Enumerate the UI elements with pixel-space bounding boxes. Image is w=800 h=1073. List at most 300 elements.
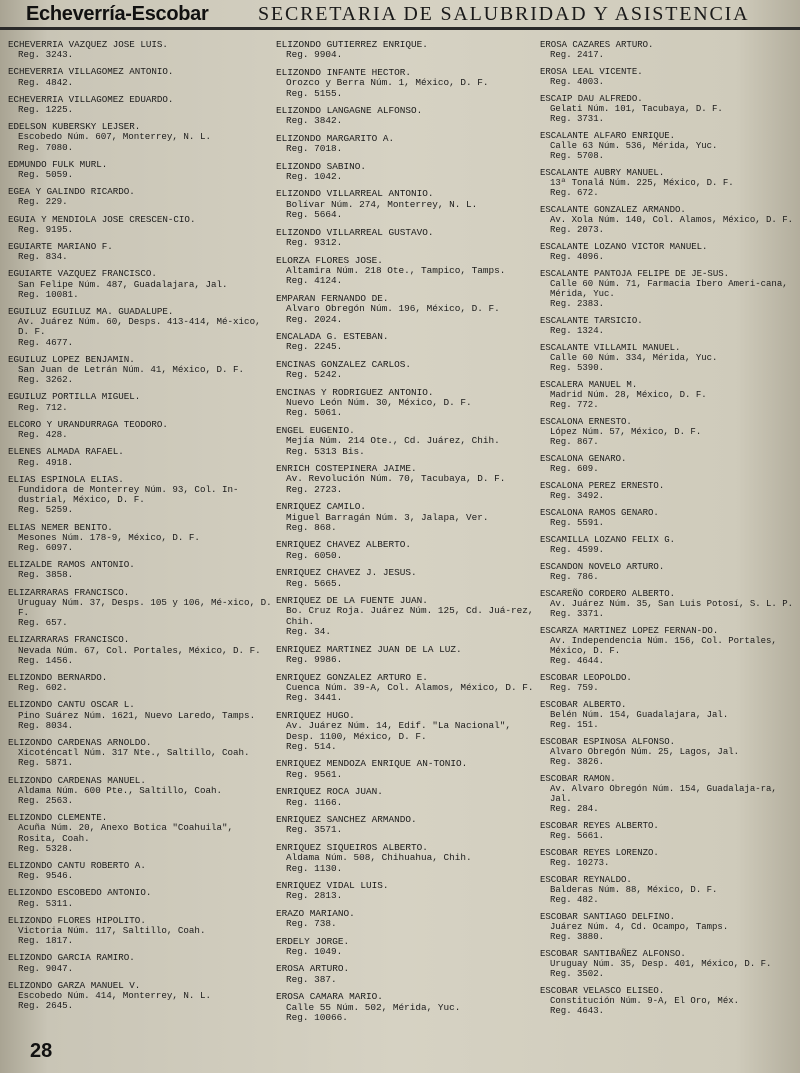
entry-name: ESCOBAR ESPINOSA ALFONSO. <box>540 737 676 747</box>
directory-entry <box>276 332 538 353</box>
directory-entry <box>276 759 538 780</box>
entry-registration: Reg. 3492. <box>550 491 605 501</box>
entry-address: Constitución Núm. 9-A, El Oro, Méx. <box>550 996 740 1006</box>
entry-registration: Reg. 2024. <box>286 313 343 325</box>
entry-name: ESCOBAR VELASCO ELISEO. <box>540 986 665 996</box>
entry-name: ENRIQUEZ SANCHEZ ARMANDO. <box>276 813 417 825</box>
entry-address: Aldama Núm. 508, Chihuahua, Chih. <box>286 852 472 864</box>
directory-entry <box>276 426 538 457</box>
entry-name: ESCOBAR SANTIAGO DELFINO. <box>540 912 676 922</box>
entry-registration: Reg. 514. <box>286 740 337 752</box>
entry-address: Orozco y Berra Núm. 1, México, D. F. <box>286 77 489 89</box>
entry-registration: Reg. 5311. <box>18 897 74 909</box>
entry-address: Calle 55 Núm. 502, Mérida, Yuc. <box>286 1001 461 1013</box>
directory-entry <box>8 861 272 881</box>
entry-name: ESCOBAR REYES ALBERTO. <box>540 821 659 831</box>
entry-address: San Juan de Letrán Núm. 41, México, D. F. <box>18 364 245 376</box>
entry-address: Av. Xola Núm. 140, Col. Alamos, México, D. F. <box>550 215 794 225</box>
entry-name: ESCOBAR ALBERTO. <box>540 700 627 710</box>
entry-registration: Reg. 4599. <box>550 545 605 555</box>
directory-entry <box>540 316 798 336</box>
directory-entry <box>276 540 538 561</box>
directory-entry <box>8 160 272 180</box>
entry-name: ESCALANTE LOZANO VICTOR MANUEL. <box>540 242 708 252</box>
entry-name: ELIAS NEMER BENITO. <box>8 521 113 533</box>
entry-address: Gelati Núm. 101, Tacubaya, D. F. <box>550 104 723 114</box>
directory-entry <box>276 787 538 808</box>
entry-address: Belén Núm. 154, Guadalajara, Jal. <box>550 710 729 720</box>
entry-registration: Reg. 5328. <box>18 842 74 854</box>
entry-registration: Reg. 5242. <box>286 369 343 381</box>
entry-address: Balderas Núm. 88, México, D. F. <box>550 885 718 895</box>
entry-name: ELIZONDO CANTU ROBERTO A. <box>8 860 146 871</box>
entry-name: EGUIARTE VAZQUEZ FRANCISCO. <box>8 268 157 280</box>
entry-registration: Reg. 5591. <box>550 518 605 528</box>
directory-entry <box>276 596 538 638</box>
directory-entry <box>540 67 798 87</box>
entry-registration: Reg. 786. <box>550 572 599 582</box>
entry-name: ELIZONDO BERNARDO. <box>8 671 108 683</box>
entry-name: ESCALANTE TARSICIO. <box>540 316 643 326</box>
entry-registration: Reg. 5665. <box>286 577 343 589</box>
entry-name: EROSA LEAL VICENTE. <box>540 67 643 77</box>
entry-address: Av. Independencia Núm. 156, Col. Portales, México, D. F. <box>550 636 777 656</box>
entry-address: Av. Juárez Núm. 35, San Luis Potosí, S. L. P. <box>550 599 794 609</box>
directory-entry <box>8 475 272 516</box>
page-number: 28 <box>30 1040 53 1062</box>
entry-registration: Reg. 5259. <box>18 504 74 516</box>
entry-address: Av. Revolución Núm. 70, Tacubaya, D. F. <box>286 473 506 485</box>
entry-name: EGUIA Y MENDIOLA JOSE CRESCEN-CIO. <box>8 213 196 225</box>
directory-entry <box>276 162 538 183</box>
entry-name: ERDELY JORGE. <box>276 935 350 947</box>
entry-address: San Felipe Núm. 487, Guadalajara, Jal. <box>18 278 228 290</box>
directory-entry <box>540 673 798 693</box>
entry-name: ENCALADA G. ESTEBAN. <box>276 330 389 342</box>
entry-name: ESCAMILLA LOZANO FELIX G. <box>540 535 676 545</box>
directory-entry <box>276 711 538 753</box>
entry-name: ESCAREÑO CORDERO ALBERTO. <box>540 589 676 599</box>
entry-registration: Reg. 4677. <box>18 336 74 348</box>
entry-name: EGUIARTE MARIANO F. <box>8 241 113 253</box>
entry-registration: Reg. 482. <box>550 895 599 905</box>
directory-entry <box>8 95 272 115</box>
directory-entry <box>540 242 798 262</box>
entry-registration: Reg. 759. <box>550 683 599 693</box>
entry-registration: Reg. 657. <box>18 617 68 629</box>
entry-registration: Reg. 8034. <box>18 719 74 731</box>
header-rule <box>0 27 800 30</box>
entry-address: Calle 63 Núm. 536, Mérida, Yuc. <box>550 141 718 151</box>
entry-address: Escobedo Núm. 414, Monterrey, N. L. <box>18 990 211 1002</box>
entry-registration: Reg. 6097. <box>18 541 74 553</box>
entry-registration: Reg. 3858. <box>18 569 74 581</box>
directory-entry <box>276 645 538 666</box>
entry-name: ESCALANTE ALFARO ENRIQUE. <box>540 131 676 141</box>
entry-registration: Reg. 3371. <box>550 609 605 619</box>
entry-address: Aldama Núm. 600 Pte., Saltillo, Coah. <box>18 784 222 796</box>
entry-registration: Reg. 9195. <box>18 223 74 235</box>
entry-registration: Reg. 2645. <box>18 1000 74 1012</box>
directory-entry <box>276 568 538 589</box>
entry-address: Madrid Núm. 28, México, D. F. <box>550 390 707 400</box>
directory-entry <box>276 964 538 985</box>
entry-registration: Reg. 834. <box>18 251 68 263</box>
entry-address: Av. Juárez Núm. 60, Desps. 413-414, Mé-xico, D. F. <box>18 316 261 338</box>
entry-name: ELIZONDO VILLARREAL GUSTAVO. <box>276 226 434 238</box>
entry-name: ESCALANTE VILLAMIL MANUEL. <box>540 343 681 353</box>
entry-name: ENRIQUEZ SIQUEIROS ALBERTO. <box>276 841 428 853</box>
directory-entry <box>540 535 798 555</box>
entry-name: ESCOBAR LEOPOLDO. <box>540 673 632 683</box>
column-left <box>8 40 272 1033</box>
entry-registration: Reg. 2723. <box>286 483 343 495</box>
entry-address: Miguel Barragán Núm. 3, Jalapa, Ver. <box>286 511 489 523</box>
entry-name: ESCALONA GENARO. <box>540 454 627 464</box>
entry-name: ELIZONDO GUTIERREZ ENRIQUE. <box>276 40 428 50</box>
directory-entry <box>276 134 538 155</box>
entry-registration: Reg. 4643. <box>550 1006 605 1016</box>
entry-registration: Reg. 151. <box>550 720 599 730</box>
directory-entry <box>8 67 272 87</box>
directory-entry <box>540 700 798 730</box>
entry-name: EGUILUZ PORTILLA MIGUEL. <box>8 391 141 403</box>
directory-entry <box>540 848 798 868</box>
entry-name: ELORZA FLORES JOSE. <box>276 254 383 266</box>
entry-name: ELIZONDO LANGAGNE ALFONSO. <box>276 105 423 117</box>
entry-registration: Reg. 5871. <box>18 757 74 769</box>
entry-registration: Reg. 1130. <box>286 862 343 874</box>
directory-entry <box>540 94 798 124</box>
entry-registration: Reg. 2073. <box>550 225 605 235</box>
entry-registration: Reg. 1817. <box>18 935 74 947</box>
entry-registration: Reg. 6050. <box>286 549 343 561</box>
running-head-range: Echeverría-Escobar <box>26 3 209 25</box>
directory-entry <box>276 189 538 220</box>
entry-address: Bo. Cruz Roja. Juárez Núm. 125, Cd. Juá-rez, Chih. <box>286 605 534 627</box>
entry-registration: Reg. 9047. <box>18 962 74 974</box>
entry-registration: Reg. 1225. <box>18 104 74 116</box>
directory-entry <box>8 447 272 467</box>
entry-registration: Reg. 284. <box>550 804 599 814</box>
entry-name: ELIZARRARAS FRANCISCO. <box>8 586 130 598</box>
directory-entry <box>276 815 538 836</box>
entry-registration: Reg. 2417. <box>550 50 605 60</box>
entry-name: ECHEVERRIA VILLAGOMEZ EDUARDO. <box>8 93 174 105</box>
entry-registration: Reg. 5059. <box>18 169 74 181</box>
entry-registration: Reg. 2383. <box>550 299 605 309</box>
entry-name: EROSA CAZARES ARTURO. <box>540 40 654 50</box>
entry-registration: Reg. 3262. <box>18 374 74 386</box>
entry-name: ELIZONDO VILLARREAL ANTONIO. <box>276 188 434 200</box>
entry-name: ELIZONDO GARZA MANUEL V. <box>8 979 141 991</box>
entry-name: ELIZONDO ESCOBEDO ANTONIO. <box>8 887 152 899</box>
entry-registration: Reg. 10066. <box>286 1012 348 1024</box>
entry-name: ELIZONDO SABINO. <box>276 160 367 172</box>
entry-address: Av. Alvaro Obregón Núm. 154, Guadalaja-ra, Jal. <box>550 784 777 804</box>
entry-name: ELENES ALMADA RAFAEL. <box>8 446 124 458</box>
directory-entry <box>8 269 272 300</box>
entry-registration: Reg. 772. <box>550 400 599 410</box>
directory-entry <box>540 737 798 767</box>
directory-entry <box>276 294 538 325</box>
directory-entry <box>8 40 272 60</box>
entry-name: ELIZALDE RAMOS ANTONIO. <box>8 559 135 571</box>
entry-registration: Reg. 428. <box>18 429 68 441</box>
entry-name: ELIZONDO CLEMENTE. <box>8 812 108 824</box>
entry-registration: Reg. 3880. <box>550 932 605 942</box>
entry-name: ESCAIP DAU ALFREDO. <box>540 94 643 104</box>
directory-entry <box>540 454 798 474</box>
entry-address: Pino Suárez Núm. 1621, Nuevo Laredo, Tamps. <box>18 709 256 721</box>
directory-entry <box>276 388 538 419</box>
entry-address: Mejía Núm. 214 Ote., Cd. Juárez, Chih. <box>286 435 500 447</box>
directory-entry <box>276 106 538 127</box>
directory-entry <box>540 168 798 198</box>
directory-entry <box>8 813 272 854</box>
directory-entry <box>540 589 798 619</box>
entry-registration: Reg. 229. <box>18 196 68 208</box>
entry-registration: Reg. 3571. <box>286 824 343 836</box>
entry-name: EDELSON KUBERSKY LEJSER. <box>8 121 141 133</box>
directory-entry <box>276 228 538 249</box>
entry-name: ENRIQUEZ ROCA JUAN. <box>276 786 383 798</box>
directory-entry <box>276 881 538 902</box>
entry-name: ELIZONDO INFANTE HECTOR. <box>276 66 412 78</box>
directory-entry <box>540 949 798 979</box>
entry-name: ENRIQUEZ MENDOZA ENRIQUE AN-TONIO. <box>276 758 468 770</box>
entry-name: ESCOBAR REYNALDO. <box>540 875 632 885</box>
entry-name: ENRIQUEZ DE LA FUENTE JUAN. <box>276 595 428 607</box>
directory-entry <box>8 776 272 807</box>
entry-name: EROSA CAMARA MARIO. <box>276 991 383 1003</box>
directory-entry <box>540 380 798 410</box>
entry-address: Juárez Núm. 4, Cd. Ocampo, Tamps. <box>550 922 729 932</box>
directory-entry <box>8 307 272 348</box>
entry-registration: Reg. 1166. <box>286 796 343 808</box>
entry-registration: Reg. 9904. <box>286 49 343 61</box>
entry-registration: Reg. 5390. <box>550 363 605 373</box>
entry-name: ERAZO MARIANO. <box>276 907 355 919</box>
entry-address: Escobedo Núm. 607, Monterrey, N. L. <box>18 131 211 143</box>
directory-entry <box>8 242 272 262</box>
directory-entry <box>540 417 798 447</box>
entry-name: ENRIQUEZ CAMILO. <box>276 501 367 513</box>
directory-entry <box>540 912 798 942</box>
entry-registration: Reg. 3842. <box>286 115 343 127</box>
entry-name: ESCANDON NOVELO ARTURO. <box>540 562 665 572</box>
entry-registration: Reg. 3826. <box>550 757 605 767</box>
entry-registration: Reg. 867. <box>550 437 599 447</box>
entry-name: ESCALONA ERNESTO. <box>540 417 632 427</box>
entry-name: ELIZONDO GARCIA RAMIRO. <box>8 952 135 964</box>
entry-address: Mesones Núm. 178-9, México, D. F. <box>18 531 200 543</box>
entry-address: Calle 60 Núm. 334, Mérida, Yuc. <box>550 353 718 363</box>
entry-name: ESCALERA MANUEL M. <box>540 380 638 390</box>
entry-registration: Reg. 738. <box>286 918 337 930</box>
directory-entry <box>8 420 272 440</box>
directory-entry <box>8 215 272 235</box>
entry-address: Alvaro Obregón Núm. 25, Lagos, Jal. <box>550 747 740 757</box>
directory-entry <box>276 843 538 874</box>
entry-name: ELIZONDO MARGARITO A. <box>276 132 395 144</box>
entry-registration: Reg. 5664. <box>286 209 343 221</box>
entry-registration: Reg. 9312. <box>286 237 343 249</box>
directory-entry <box>540 40 798 60</box>
entry-name: ESCALANTE GONZALEZ ARMANDO. <box>540 205 686 215</box>
entry-name: ESCALONA RAMOS GENARO. <box>540 508 659 518</box>
entry-registration: Reg. 4124. <box>286 275 343 287</box>
entry-address: Fundidora de Monterrey Núm. 93, Col. In-dustrial, México, D. F. <box>18 483 239 506</box>
entry-registration: Reg. 5708. <box>550 151 605 161</box>
entry-name: ELCORO Y URANDURRAGA TEODORO. <box>8 418 168 430</box>
entry-name: ENRIQUEZ CHAVEZ J. JESUS. <box>276 567 417 579</box>
entry-name: ESCALANTE AUBRY MANUEL. <box>540 168 665 178</box>
directory-entry <box>540 875 798 905</box>
directory-entry <box>8 523 272 554</box>
directory-entry <box>540 343 798 373</box>
page-header <box>0 0 800 38</box>
entry-registration: Reg. 34. <box>286 626 332 638</box>
directory-entry <box>276 909 538 930</box>
entry-name: ECHEVERRIA VILLAGOMEZ ANTONIO. <box>8 66 174 78</box>
running-head-title: SECRETARIA DE SALUBRIDAD Y ASISTENCIA <box>258 3 750 25</box>
directory-entry <box>8 916 272 947</box>
entry-address: Alvaro Obregón Núm. 196, México, D. F. <box>286 303 500 315</box>
entry-registration: Reg. 5061. <box>286 407 343 419</box>
entry-address: Uruguay Núm. 35, Desp. 401, México, D. F. <box>550 959 772 969</box>
entry-name: ENCINAS GONZALEZ CARLOS. <box>276 358 412 370</box>
entry-registration: Reg. 2563. <box>18 794 74 806</box>
entry-name: ENCINAS Y RODRIGUEZ ANTONIO. <box>276 386 434 398</box>
directory-entry <box>276 502 538 533</box>
entry-name: EDMUNDO FULK MURL. <box>8 158 108 170</box>
entry-registration: Reg. 3441. <box>286 692 343 704</box>
directory-entry <box>8 673 272 693</box>
entry-name: ENRIQUEZ GONZALEZ ARTURO E. <box>276 671 428 683</box>
entry-address: Uruguay Núm. 37, Desps. 105 y 106, Mé-xico, D. F. <box>18 596 272 618</box>
entry-registration: Reg. 5661. <box>550 831 605 841</box>
entry-registration: Reg. 868. <box>286 522 337 534</box>
directory-entry <box>8 738 272 769</box>
entry-registration: Reg. 4096. <box>550 252 605 262</box>
entry-name: ELIZONDO FLORES HIPOLITO. <box>8 914 146 926</box>
entry-registration: Reg. 7080. <box>18 141 74 153</box>
entry-registration: Reg. 10273. <box>550 858 610 868</box>
directory-entry <box>8 122 272 153</box>
entry-address: Bolívar Núm. 274, Monterrey, N. L. <box>286 198 478 210</box>
directory-entry <box>540 481 798 501</box>
entry-address: 13ª Tonalá Núm. 225, México, D. F. <box>550 178 734 188</box>
directory-entry <box>276 40 538 61</box>
entry-registration: Reg. 3502. <box>550 969 605 979</box>
entry-name: ELIAS ESPINOLA ELIAS. <box>8 473 124 485</box>
entry-address: López Núm. 57, México, D. F. <box>550 427 702 437</box>
entry-name: ENGEL EUGENIO. <box>276 424 355 436</box>
directory-entry <box>276 256 538 287</box>
entry-registration: Reg. 609. <box>550 464 599 474</box>
entry-name: ESCARZA MARTINEZ LOPEZ FERNAN-DO. <box>540 626 719 636</box>
entry-registration: Reg. 2245. <box>286 341 343 353</box>
directory-entry <box>8 392 272 412</box>
entry-registration: Reg. 1049. <box>286 946 343 958</box>
directory-entry <box>8 953 272 973</box>
entry-registration: Reg. 712. <box>18 401 68 413</box>
entry-registration: Reg. 3243. <box>18 49 74 61</box>
entry-name: ELIZONDO CARDENAS MANUEL. <box>8 774 146 786</box>
entry-registration: Reg. 9561. <box>286 768 343 780</box>
entry-registration: Reg. 5155. <box>286 87 343 99</box>
directory-entry <box>8 187 272 207</box>
entry-registration: Reg. 4003. <box>550 77 605 87</box>
entry-name: EGUILUZ EGUILUZ MA. GUADALUPE. <box>8 306 174 318</box>
entry-registration: Reg. 387. <box>286 973 337 985</box>
directory-entry <box>8 981 272 1012</box>
entry-registration: Reg. 7018. <box>286 143 343 155</box>
entry-name: ECHEVERRIA VAZQUEZ JOSE LUIS. <box>8 40 168 50</box>
entry-name: ELIZARRARAS FRANCISCO. <box>8 634 130 646</box>
entry-registration: Reg. 9986. <box>286 654 343 666</box>
entry-name: ESCALONA PEREZ ERNESTO. <box>540 481 665 491</box>
entry-registration: Reg. 1042. <box>286 171 343 183</box>
entry-name: EROSA ARTURO. <box>276 963 350 975</box>
directory-entry <box>276 464 538 495</box>
entry-registration: Reg. 4644. <box>550 656 605 666</box>
entry-name: EGEA Y GALINDO RICARDO. <box>8 186 135 198</box>
directory-entry <box>8 888 272 908</box>
entry-name: ESCALANTE PANTOJA FELIPE DE JE-SUS. <box>540 269 730 279</box>
entry-name: EMPARAN FERNANDO DE. <box>276 292 389 304</box>
entry-address: Victoria Núm. 117, Saltillo, Coah. <box>18 925 206 937</box>
entry-registration: Reg. 5313 Bis. <box>286 445 365 457</box>
directory-entry <box>276 360 538 381</box>
entry-address: Acuña Núm. 20, Anexo Botica "Coahuila", Rosita, Coah. <box>18 822 234 844</box>
directory-entry <box>276 673 538 704</box>
entry-registration: Reg. 1324. <box>550 326 605 336</box>
directory-entry <box>8 560 272 580</box>
entry-name: ELIZONDO CARDENAS ARNOLDO. <box>8 736 152 748</box>
entry-name: EGUILUZ LOPEZ BENJAMIN. <box>8 353 135 365</box>
entry-name: ESCOBAR SANTIBAÑEZ ALFONSO. <box>540 949 686 959</box>
directory-entry <box>8 635 272 666</box>
directory-entry <box>540 986 798 1016</box>
entry-address: Altamira Núm. 218 Ote., Tampico, Tamps. <box>286 264 506 276</box>
directory-entry <box>540 626 798 666</box>
column-right <box>540 40 798 1033</box>
entry-registration: Reg. 9546. <box>18 870 74 882</box>
entry-address: Calle 60 Núm. 71, Farmacia Ibero Ameri-cana, Mérida, Yuc. <box>550 279 788 299</box>
entry-address: Av. Juárez Núm. 14, Edif. "La Nacional", Desp. 1100, México, D. F. <box>286 720 512 742</box>
directory-entry <box>8 588 272 629</box>
directory-entry <box>540 205 798 235</box>
entry-name: ENRIQUEZ MARTINEZ JUAN DE LA LUZ. <box>276 643 462 655</box>
directory-entry <box>540 508 798 528</box>
entry-address: Cuenca Núm. 39-A, Col. Alamos, México, D. F. <box>286 681 534 693</box>
entry-address: Nevada Núm. 67, Col. Portales, México, D. F. <box>18 644 261 656</box>
directory-entry <box>276 68 538 99</box>
entry-registration: Reg. 1456. <box>18 654 74 666</box>
entry-name: ESCOBAR RAMON. <box>540 774 616 784</box>
entry-registration: Reg. 672. <box>550 188 599 198</box>
directory-entry <box>276 937 538 958</box>
directory-entry <box>8 700 272 731</box>
column-middle <box>276 40 538 1033</box>
directory-entry <box>540 774 798 814</box>
entry-address: Nuevo León Núm. 30, México, D. F. <box>286 396 472 408</box>
directory-entry <box>540 131 798 161</box>
directory-entry <box>540 821 798 841</box>
entry-registration: Reg. 3731. <box>550 114 605 124</box>
